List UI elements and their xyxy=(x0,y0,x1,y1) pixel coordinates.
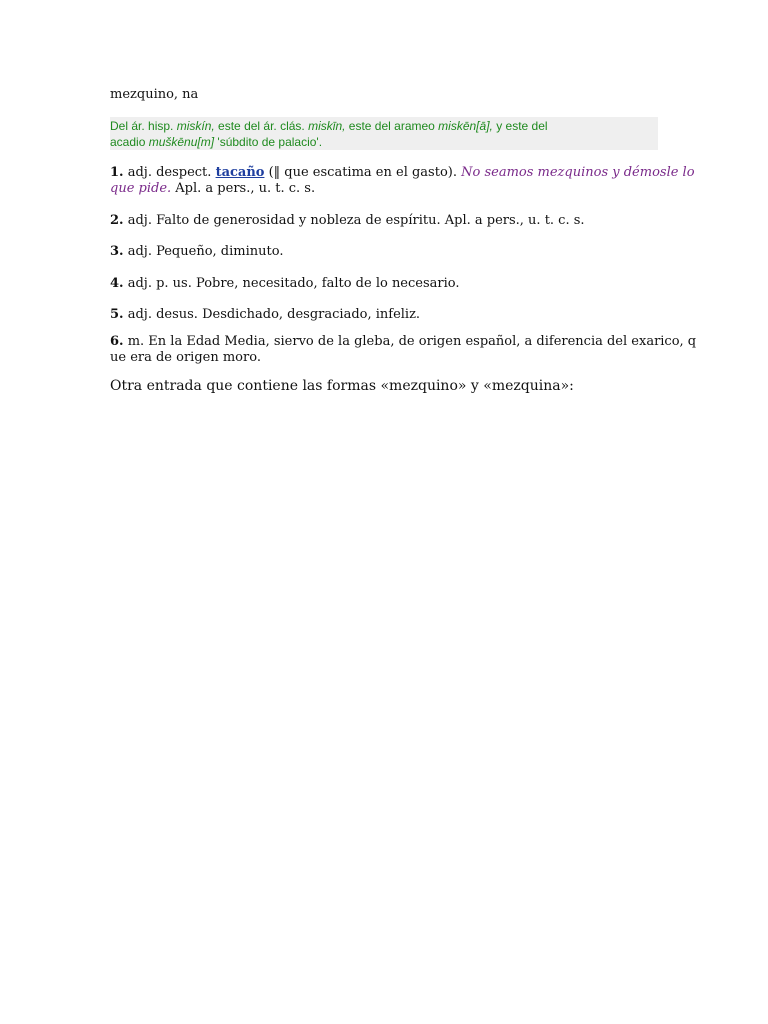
sense-1-line-1 xyxy=(110,165,695,181)
sense-6 xyxy=(110,334,697,366)
sense-text: adj. p. us. Pobre, necesitado, falto de lo necesario. xyxy=(123,276,460,291)
sense-2 xyxy=(110,213,658,229)
sense-number: 6. xyxy=(110,334,124,349)
etymology-term: muškēnu[m] xyxy=(148,135,215,149)
etymology-term: miskín, xyxy=(176,119,215,133)
sense-number: 2. xyxy=(110,213,124,228)
etymology-term: miskēn[ā], xyxy=(438,119,493,133)
sense-3 xyxy=(110,244,658,260)
etymology-text: este del ár. clás. xyxy=(214,119,309,133)
etymology-block xyxy=(110,117,658,150)
sense-1 xyxy=(110,165,695,197)
etymology-text: y este del xyxy=(492,119,548,133)
etymology-text: Del ár. hisp. xyxy=(110,119,177,133)
other-entry-heading: Otra entrada que contiene las formas «mezquino» y «mezquina»: xyxy=(110,378,574,394)
sense-number: 3. xyxy=(110,244,124,259)
etymology-text: 'súbdito de palacio'. xyxy=(214,135,323,149)
sense-5 xyxy=(110,307,658,323)
etymology-term: miskīn, xyxy=(308,119,346,133)
sense-example: que pide. xyxy=(110,181,172,196)
sense-text: m. En la Edad Media, siervo de la gleba, de origen español, a diferencia del exarico, q xyxy=(123,334,697,349)
etymology-line-2 xyxy=(110,134,658,150)
sense-number: 1. xyxy=(110,165,124,180)
sense-6-line-2 xyxy=(110,350,658,366)
sense-6-line-1 xyxy=(110,334,697,350)
etymology-text: este del arameo xyxy=(345,119,439,133)
sense-text: (‖ que escatima en el gasto). xyxy=(264,165,462,180)
sense-number: 5. xyxy=(110,307,124,322)
sense-text: adj. Pequeño, diminuto. xyxy=(123,244,284,259)
etymology-text: acadio xyxy=(110,135,149,149)
sense-4 xyxy=(110,276,658,292)
sense-text: adj. Falto de generosidad y nobleza de espíritu. Apl. a pers., u. t. c. s. xyxy=(123,213,585,228)
etymology-line-1 xyxy=(110,118,658,134)
sense-example: No seamos mezquinos y démosle lo xyxy=(461,165,695,180)
sense-text: adj. despect. xyxy=(123,165,216,180)
sense-text: Apl. a pers., u. t. c. s. xyxy=(171,181,316,196)
sense-1-line-2 xyxy=(110,181,658,197)
sense-text: ue era de origen moro. xyxy=(110,350,261,365)
sense-text: adj. desus. Desdichado, desgraciado, infeliz. xyxy=(123,307,421,322)
sense-number: 4. xyxy=(110,276,124,291)
headword: mezquino, na xyxy=(110,87,199,102)
link-tacano[interactable]: tacaño xyxy=(215,165,265,180)
